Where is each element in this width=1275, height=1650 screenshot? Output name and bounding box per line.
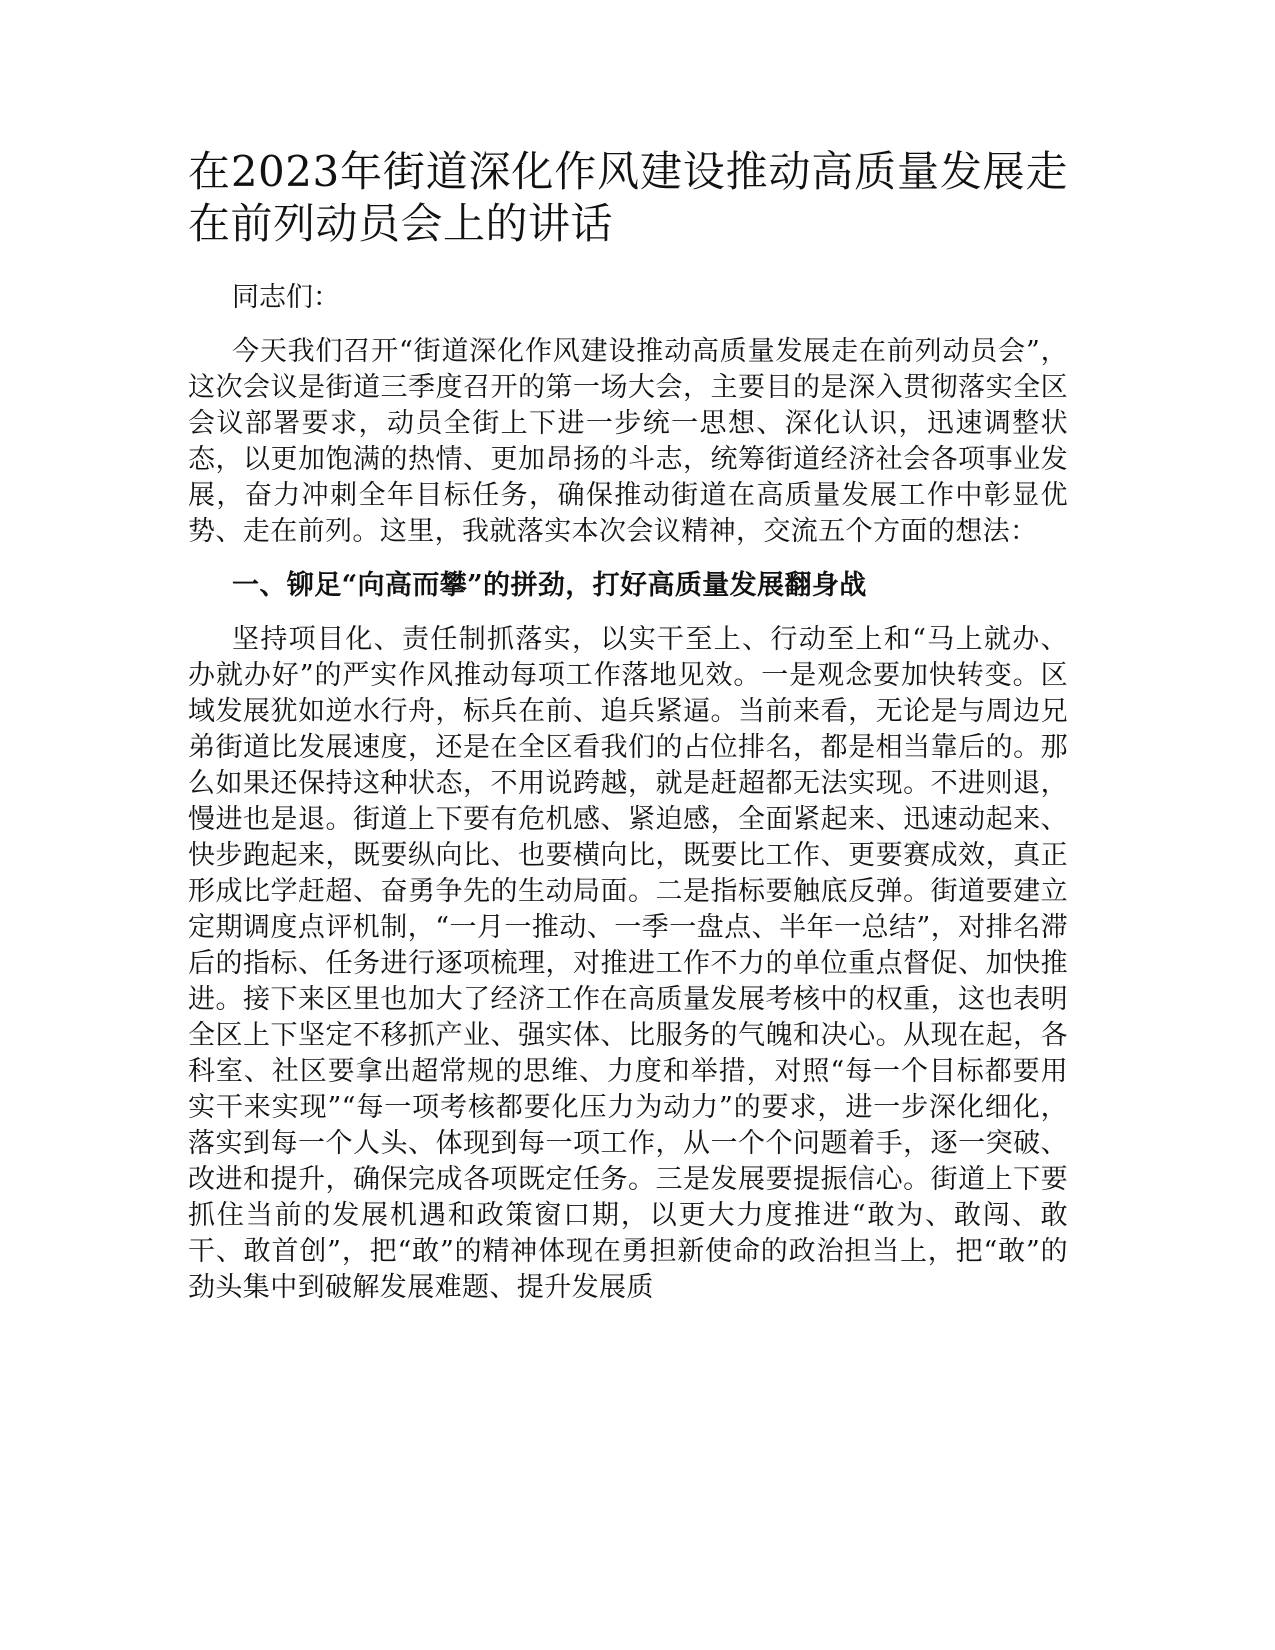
document-title: 在2023年街道深化作风建设推动高质量发展走在前列动员会上的讲话: [188, 147, 1068, 248]
document-body: [188, 146, 1068, 1306]
salutation: 同志们：: [232, 282, 340, 313]
section-body-1: 坚持项目化、责任制抓落实，以实干至上、行动至上和“马上就办、办就办好”的严实作风推动每项工作落地见效。一是观念要加快转变。区域发展犹如逆水行舟，标兵在前、追兵紧逼。当前来看，无论是与周边兄弟街道比发展速度，还是在全区看我们的占位排名，都是相当靠后的。那么如果还保持这种状态，不用说跨越，就是赶超都无法实现。不进则退，慢进也是退。街道上下要有危机感、紧迫感，全面紧起来、迅速动起来、快步跑起来，既要纵向比、也要横向比，既要比工作、更要赛成效，真正形成比学赶超、奋勇争先的生动局面。二是指标要触底反弹。街道要建立定期调度点评机制，“一月一推动、一季一盘点、半年一总结”，对排名滞后的指标、任务进行逐项梳理，对推进工作不力的单位重点督促、加快推进。接下来区里也加大了经济工作在高质量发展考核中的权重，这也表明全区上下坚定不移抓产业、强实体、比服务的气魄和决心。从现在起，各科室、社区要拿出超常规的思维、力度和举措，对照“每一个目标都要用实干来实现”“每一项考核都要化压力为动力”的要求，进一步深化细化，落实到每一个人头、体现到每一项工作，从一个个问题着手，逐一突破、改进和提升，确保完成各项既定任务。三是发展要提振信心。街道上下要抓住当前的发展机遇和政策窗口期，以更大力度推进“敢为、敢闯、敢干、敢首创”，把“敢”的精神体现在勇担新使命的政治担当上，把“敢”的劲头集中到破解发展难题、提升发展质: [188, 624, 1068, 1303]
intro-paragraph: 今天我们召开“街道深化作风建设推动高质量发展走在前列动员会”，这次会议是街道三季度召开的第一场大会，主要目的是深入贯彻落实全区会议部署要求，动员全街上下进一步统一思想、深化认识，迅速调整状态，以更加饱满的热情、更加昂扬的斗志，统筹街道经济社会各项事业发展，奋力冲刺全年目标任务，确保推动街道在高质量发展工作中彰显优势、走在前列。这里，我就落实本次会议精神，交流五个方面的想法：: [188, 336, 1068, 547]
section-heading-1: 一、铆足“向高而攀”的拼劲，打好高质量发展翻身战: [232, 570, 867, 601]
